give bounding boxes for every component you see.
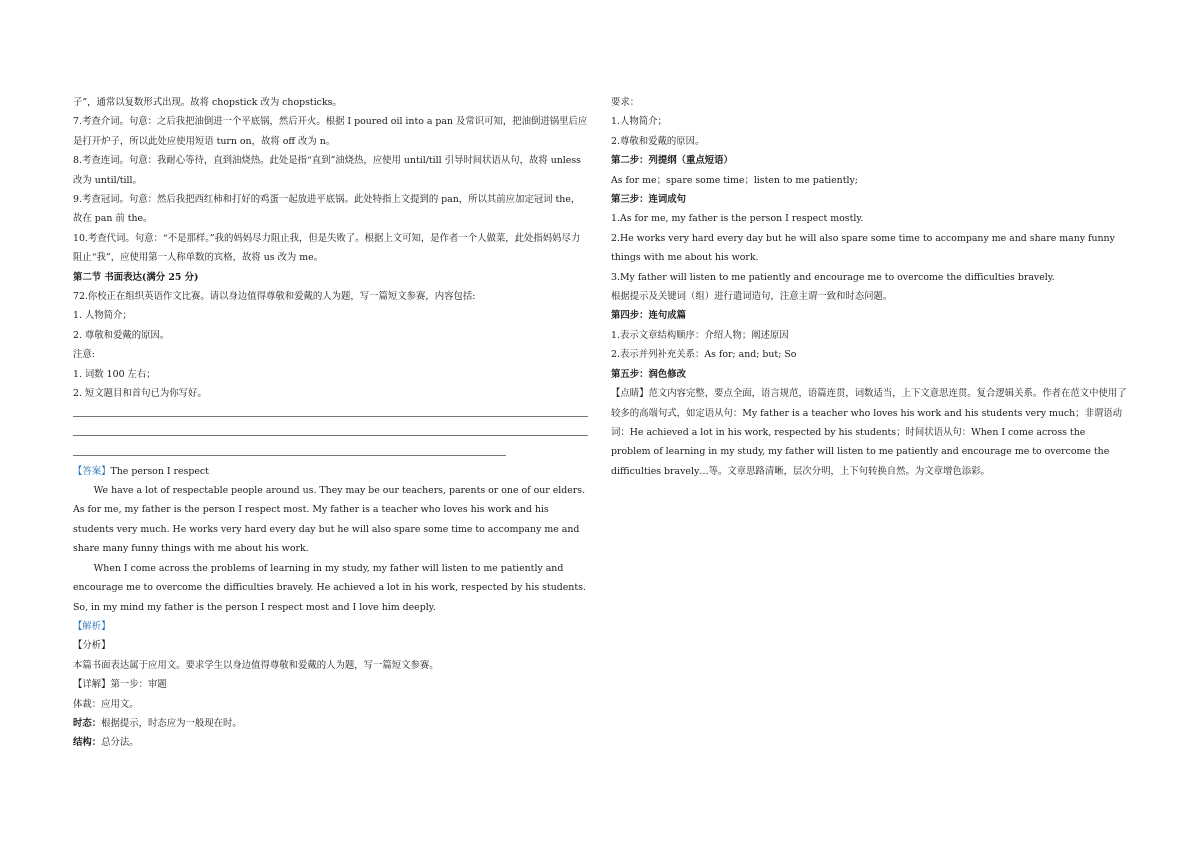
structure-line (73, 733, 588, 752)
step4-title: 第四步：连句成篇 (611, 310, 687, 322)
sentence-item: 1.As for me, my father is the person I respect mostly. (611, 213, 864, 225)
answer-line (73, 442, 588, 461)
task-item: 2. 尊敬和爱戴的原因。 (73, 329, 170, 341)
explanation-7: 7.考查介词。句意：之后我把油倒进一个平底锅，然后开火。根据 I poured oil into a pan 及常识可知，把油倒进锅里后应是打开炉子，所以此处应使用短语 turn on，故将 off 改为 n。 (73, 116, 588, 147)
answer-tag: 【答案】 (73, 465, 111, 477)
dianjing-tag: 【点睛】 (611, 388, 649, 400)
step3-title: 第三步：连词成句 (611, 194, 687, 206)
requirement-item: 1.人物简介； (611, 116, 667, 128)
xiangjie-text: 第一步：审题 (110, 679, 167, 691)
note-item: 1. 词数 100 左右； (73, 368, 156, 380)
genre-line: 体裁：应用文。 (73, 698, 139, 710)
task-prompt: 72.你校正在组织英语作文比赛。请以身边值得尊敬和爱戴的人为题，写一篇短文参赛，内容包括: (73, 291, 476, 303)
step2-title: 第二步：列提纲（重点短语） (611, 155, 733, 167)
explanation-10: 10.考查代词。句意：“不是那样。”我的妈妈尽力阻止我，但是失败了。根据上文可知，是作者一个人做菜，此处指妈妈尽力阻止“我”，应使用第一人称单数的宾格，故将 us 改为 me。 (73, 232, 581, 264)
xiangjie-tag: 【详解】 (73, 679, 111, 691)
jiexi-tag: 【解析】 (73, 620, 111, 632)
answer-heading (73, 462, 588, 481)
step5-title: 第五步：润色修改 (611, 368, 687, 380)
tense-label: 时态： (73, 717, 102, 729)
notes-label: 注意: (73, 349, 95, 361)
sentence-item: 3.My father will listen to me patiently and encourage me to overcome the difficulties bravely. (611, 271, 1055, 283)
sentence-item: 2.He works very hard every day but he will also spare some time to accompany me and share many funny things with me about his work. (611, 232, 1115, 264)
tense-line (73, 714, 588, 733)
step4-item: 2.表示并列补充关系：As for; and; but; So (611, 349, 797, 361)
requirements-label: 要求： (611, 97, 640, 108)
section-title: 第二节 书面表达(满分 25 分) (73, 271, 199, 283)
essay-paragraph-2: When I come across the problems of learning in my study, my father will listen to me patiently and encourage me to overcome the difficulties bravely. He achieved a lot in his work, respected by his students. So, in my mind my father is the person I respect most and I love him deeply. (73, 562, 586, 613)
essay-paragraph-1: We have a lot of respectable people around us. They may be our teachers, parents or one of our elders. As for me, my father is the person I respect most. My father is a teacher who loves his work and his students very much. He works very hard every day but he will also spare some time to accompany me and share many funny things with me about his work. (73, 485, 586, 555)
xiangjie-line (73, 675, 588, 694)
structure-label: 结构： (73, 737, 102, 749)
step3-note: 根据提示及关键词（组）进行遣词造句，注意主谓一致和时态问题。 (611, 291, 893, 303)
left-column (73, 93, 588, 753)
task-item: 1. 人物简介； (73, 310, 132, 322)
right-column (611, 93, 1127, 481)
step2-text: As for me；spare some time；listen to me patiently; (611, 174, 858, 186)
requirement-item: 2.尊敬和爱戴的原因。 (611, 135, 705, 147)
answer-line (73, 404, 588, 423)
explanation-9: 9.考查冠词。句意：然后我把西红柿和打好的鸡蛋一起放进平底锅。此处特指上文提到的 pan，所以其前应加定冠词 the，故在 pan 前 the。 (73, 194, 581, 225)
note-item: 2. 短文题目和首句已为你写好。 (73, 388, 207, 400)
step4-item: 1.表示文章结构顺序：介绍人物；阐述原因 (611, 329, 789, 341)
dianjing-paragraph (611, 384, 1127, 481)
fenxi-tag: 【分析】 (73, 640, 111, 652)
fenxi-text: 本篇书面表达属于应用文。要求学生以身边值得尊敬和爱戴的人为题，写一篇短文参赛。 (73, 659, 439, 671)
answer-line (73, 423, 588, 442)
essay-title: The person I respect (110, 465, 209, 477)
explanation-8: 8.考查连词。句意：我耐心等待，直到油烧热。此处是指“直到”油烧热，应使用 until/till 引导时间状语从句，故将 unless 改为 until/till。 (73, 155, 581, 186)
explanation-6-tail: 子”，通常以复数形式出现。故将 chopstick 改为 chopsticks。 (73, 97, 342, 108)
structure-text: 总分法。 (101, 737, 139, 749)
dianjing-text: 范文内容完整，要点全面，语言规范，语篇连贯，词数适当，上下文意思连贯。复合逻辑关系。作者在范文中使用了较多的高端句式，如定语从句：My father is a teacher who loves his work and his students very much；非谓语动词：He achieved a lot in his work, respected by his students；时间状语从句：When I come across the problem of learning in my study, my father will listen to me patiently and encourage me to overcome the difficulties bravely…等。文章思路清晰，层次分明，上下句转换自然。为文章增色添彩。 (611, 388, 1127, 477)
tense-text: 根据提示，时态应为一般现在时。 (101, 717, 242, 729)
